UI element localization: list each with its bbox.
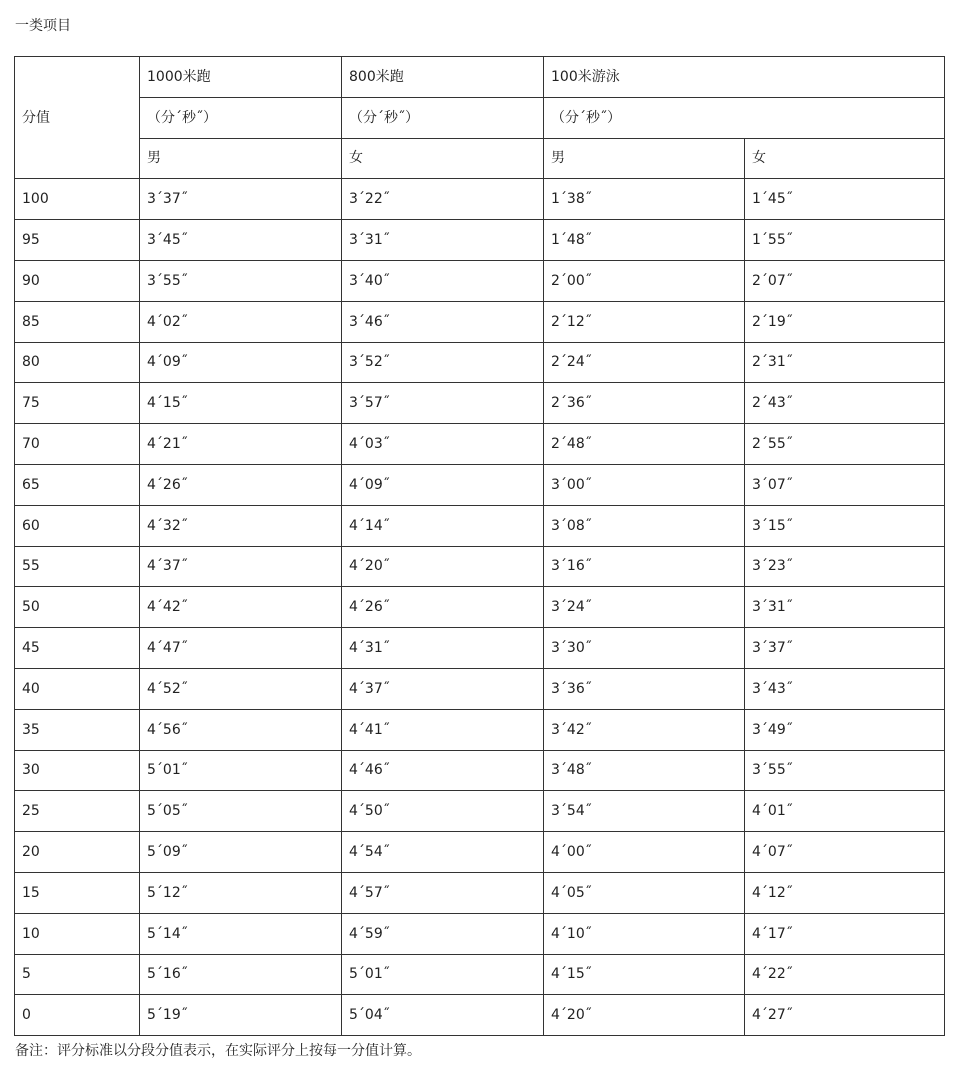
table-row — [15, 628, 945, 669]
female-swim-time: 3´31˝ — [745, 587, 945, 628]
table-row — [15, 832, 945, 873]
female-swim-time: 3´55˝ — [745, 750, 945, 791]
header-male-1000m: 男 — [140, 138, 342, 179]
table-row — [15, 791, 945, 832]
male-swim-time: 4´15˝ — [544, 954, 745, 995]
female-800m-time: 4´37˝ — [342, 668, 544, 709]
male-1000m-time: 4´37˝ — [140, 546, 342, 587]
header-1000m-run: 1000米跑 — [140, 57, 342, 98]
male-swim-time: 4´20˝ — [544, 995, 745, 1036]
header-800m-run: 800米跑 — [342, 57, 544, 98]
female-800m-time: 4´57˝ — [342, 872, 544, 913]
male-1000m-time: 5´09˝ — [140, 832, 342, 873]
male-swim-time: 1´48˝ — [544, 220, 745, 261]
male-swim-time: 3´16˝ — [544, 546, 745, 587]
table-row — [15, 464, 945, 505]
female-800m-time: 3´46˝ — [342, 301, 544, 342]
table-row — [15, 587, 945, 628]
male-1000m-time: 5´12˝ — [140, 872, 342, 913]
female-800m-time: 4´31˝ — [342, 628, 544, 669]
score-cell: 10 — [15, 913, 140, 954]
female-800m-time: 3´22˝ — [342, 179, 544, 220]
male-swim-time: 3´30˝ — [544, 628, 745, 669]
male-swim-time: 4´05˝ — [544, 872, 745, 913]
table-row — [15, 913, 945, 954]
table-row — [15, 342, 945, 383]
female-800m-time: 4´59˝ — [342, 913, 544, 954]
score-cell: 75 — [15, 383, 140, 424]
score-cell: 15 — [15, 872, 140, 913]
male-1000m-time: 4´09˝ — [140, 342, 342, 383]
male-1000m-time: 4´47˝ — [140, 628, 342, 669]
female-swim-time: 3´15˝ — [745, 505, 945, 546]
score-cell: 85 — [15, 301, 140, 342]
table-row — [15, 220, 945, 261]
female-swim-time: 3´49˝ — [745, 709, 945, 750]
score-cell: 40 — [15, 668, 140, 709]
female-swim-time: 4´12˝ — [745, 872, 945, 913]
male-swim-time: 2´00˝ — [544, 260, 745, 301]
table-row — [15, 179, 945, 220]
score-cell: 25 — [15, 791, 140, 832]
male-swim-time: 1´38˝ — [544, 179, 745, 220]
male-swim-time: 2´24˝ — [544, 342, 745, 383]
header-row-gender — [15, 138, 945, 179]
male-1000m-time: 4´15˝ — [140, 383, 342, 424]
male-1000m-time: 4´02˝ — [140, 301, 342, 342]
male-1000m-time: 5´19˝ — [140, 995, 342, 1036]
male-swim-time: 4´10˝ — [544, 913, 745, 954]
female-800m-time: 4´50˝ — [342, 791, 544, 832]
table-row — [15, 424, 945, 465]
female-800m-time: 3´57˝ — [342, 383, 544, 424]
female-swim-time: 2´19˝ — [745, 301, 945, 342]
female-800m-time: 5´04˝ — [342, 995, 544, 1036]
male-swim-time: 3´00˝ — [544, 464, 745, 505]
table-row — [15, 872, 945, 913]
female-swim-time: 3´23˝ — [745, 546, 945, 587]
male-swim-time: 2´36˝ — [544, 383, 745, 424]
female-swim-time: 2´31˝ — [745, 342, 945, 383]
female-swim-time: 2´43˝ — [745, 383, 945, 424]
header-row-events — [15, 57, 945, 98]
header-row-units — [15, 97, 945, 138]
score-cell: 45 — [15, 628, 140, 669]
male-swim-time: 3´42˝ — [544, 709, 745, 750]
score-cell: 95 — [15, 220, 140, 261]
header-female-swim: 女 — [745, 138, 945, 179]
female-swim-time: 3´43˝ — [745, 668, 945, 709]
header-unit-1000m: （分´秒˝） — [140, 97, 342, 138]
male-1000m-time: 3´37˝ — [140, 179, 342, 220]
male-swim-time: 2´12˝ — [544, 301, 745, 342]
male-1000m-time: 4´26˝ — [140, 464, 342, 505]
male-1000m-time: 4´32˝ — [140, 505, 342, 546]
male-1000m-time: 4´56˝ — [140, 709, 342, 750]
table-row — [15, 668, 945, 709]
score-cell: 100 — [15, 179, 140, 220]
score-cell: 35 — [15, 709, 140, 750]
footnote: 备注：评分标准以分段分值表示，在实际评分上按每一分值计算。 — [15, 1043, 421, 1059]
male-swim-time: 3´08˝ — [544, 505, 745, 546]
header-100m-swim: 100米游泳 — [544, 57, 945, 98]
female-swim-time: 4´22˝ — [745, 954, 945, 995]
male-swim-time: 3´54˝ — [544, 791, 745, 832]
score-cell: 65 — [15, 464, 140, 505]
female-swim-time: 4´07˝ — [745, 832, 945, 873]
female-800m-time: 4´46˝ — [342, 750, 544, 791]
score-cell: 20 — [15, 832, 140, 873]
female-swim-time: 2´55˝ — [745, 424, 945, 465]
female-swim-time: 1´45˝ — [745, 179, 945, 220]
male-swim-time: 2´48˝ — [544, 424, 745, 465]
male-1000m-time: 4´42˝ — [140, 587, 342, 628]
male-1000m-time: 5´16˝ — [140, 954, 342, 995]
male-swim-time: 3´24˝ — [544, 587, 745, 628]
female-swim-time: 3´07˝ — [745, 464, 945, 505]
female-swim-time: 1´55˝ — [745, 220, 945, 261]
female-800m-time: 4´41˝ — [342, 709, 544, 750]
table-row — [15, 301, 945, 342]
male-1000m-time: 3´55˝ — [140, 260, 342, 301]
header-female-800m: 女 — [342, 138, 544, 179]
score-cell: 55 — [15, 546, 140, 587]
score-cell: 50 — [15, 587, 140, 628]
female-swim-time: 4´17˝ — [745, 913, 945, 954]
header-unit-swim: （分´秒˝） — [544, 97, 945, 138]
page-title: 一类项目 — [15, 18, 71, 34]
table-row — [15, 995, 945, 1036]
table-row — [15, 383, 945, 424]
table-row — [15, 260, 945, 301]
score-cell: 70 — [15, 424, 140, 465]
score-cell: 80 — [15, 342, 140, 383]
male-swim-time: 3´48˝ — [544, 750, 745, 791]
score-table — [14, 56, 945, 1036]
female-swim-time: 4´27˝ — [745, 995, 945, 1036]
table-row — [15, 750, 945, 791]
male-1000m-time: 5´05˝ — [140, 791, 342, 832]
header-male-swim: 男 — [544, 138, 745, 179]
female-800m-time: 4´14˝ — [342, 505, 544, 546]
male-swim-time: 4´00˝ — [544, 832, 745, 873]
male-1000m-time: 5´01˝ — [140, 750, 342, 791]
female-swim-time: 2´07˝ — [745, 260, 945, 301]
male-1000m-time: 4´21˝ — [140, 424, 342, 465]
male-1000m-time: 5´14˝ — [140, 913, 342, 954]
female-swim-time: 4´01˝ — [745, 791, 945, 832]
female-800m-time: 4´54˝ — [342, 832, 544, 873]
female-800m-time: 5´01˝ — [342, 954, 544, 995]
score-cell: 0 — [15, 995, 140, 1036]
female-800m-time: 4´20˝ — [342, 546, 544, 587]
male-1000m-time: 4´52˝ — [140, 668, 342, 709]
score-cell: 90 — [15, 260, 140, 301]
male-1000m-time: 3´45˝ — [140, 220, 342, 261]
female-800m-time: 4´09˝ — [342, 464, 544, 505]
female-swim-time: 3´37˝ — [745, 628, 945, 669]
female-800m-time: 3´40˝ — [342, 260, 544, 301]
score-cell: 30 — [15, 750, 140, 791]
header-unit-800m: （分´秒˝） — [342, 97, 544, 138]
score-cell: 5 — [15, 954, 140, 995]
table-row — [15, 954, 945, 995]
female-800m-time: 3´52˝ — [342, 342, 544, 383]
male-swim-time: 3´36˝ — [544, 668, 745, 709]
table-row — [15, 709, 945, 750]
table-row — [15, 546, 945, 587]
score-cell: 60 — [15, 505, 140, 546]
header-score: 分值 — [15, 57, 140, 179]
female-800m-time: 4´26˝ — [342, 587, 544, 628]
female-800m-time: 3´31˝ — [342, 220, 544, 261]
table-row — [15, 505, 945, 546]
female-800m-time: 4´03˝ — [342, 424, 544, 465]
